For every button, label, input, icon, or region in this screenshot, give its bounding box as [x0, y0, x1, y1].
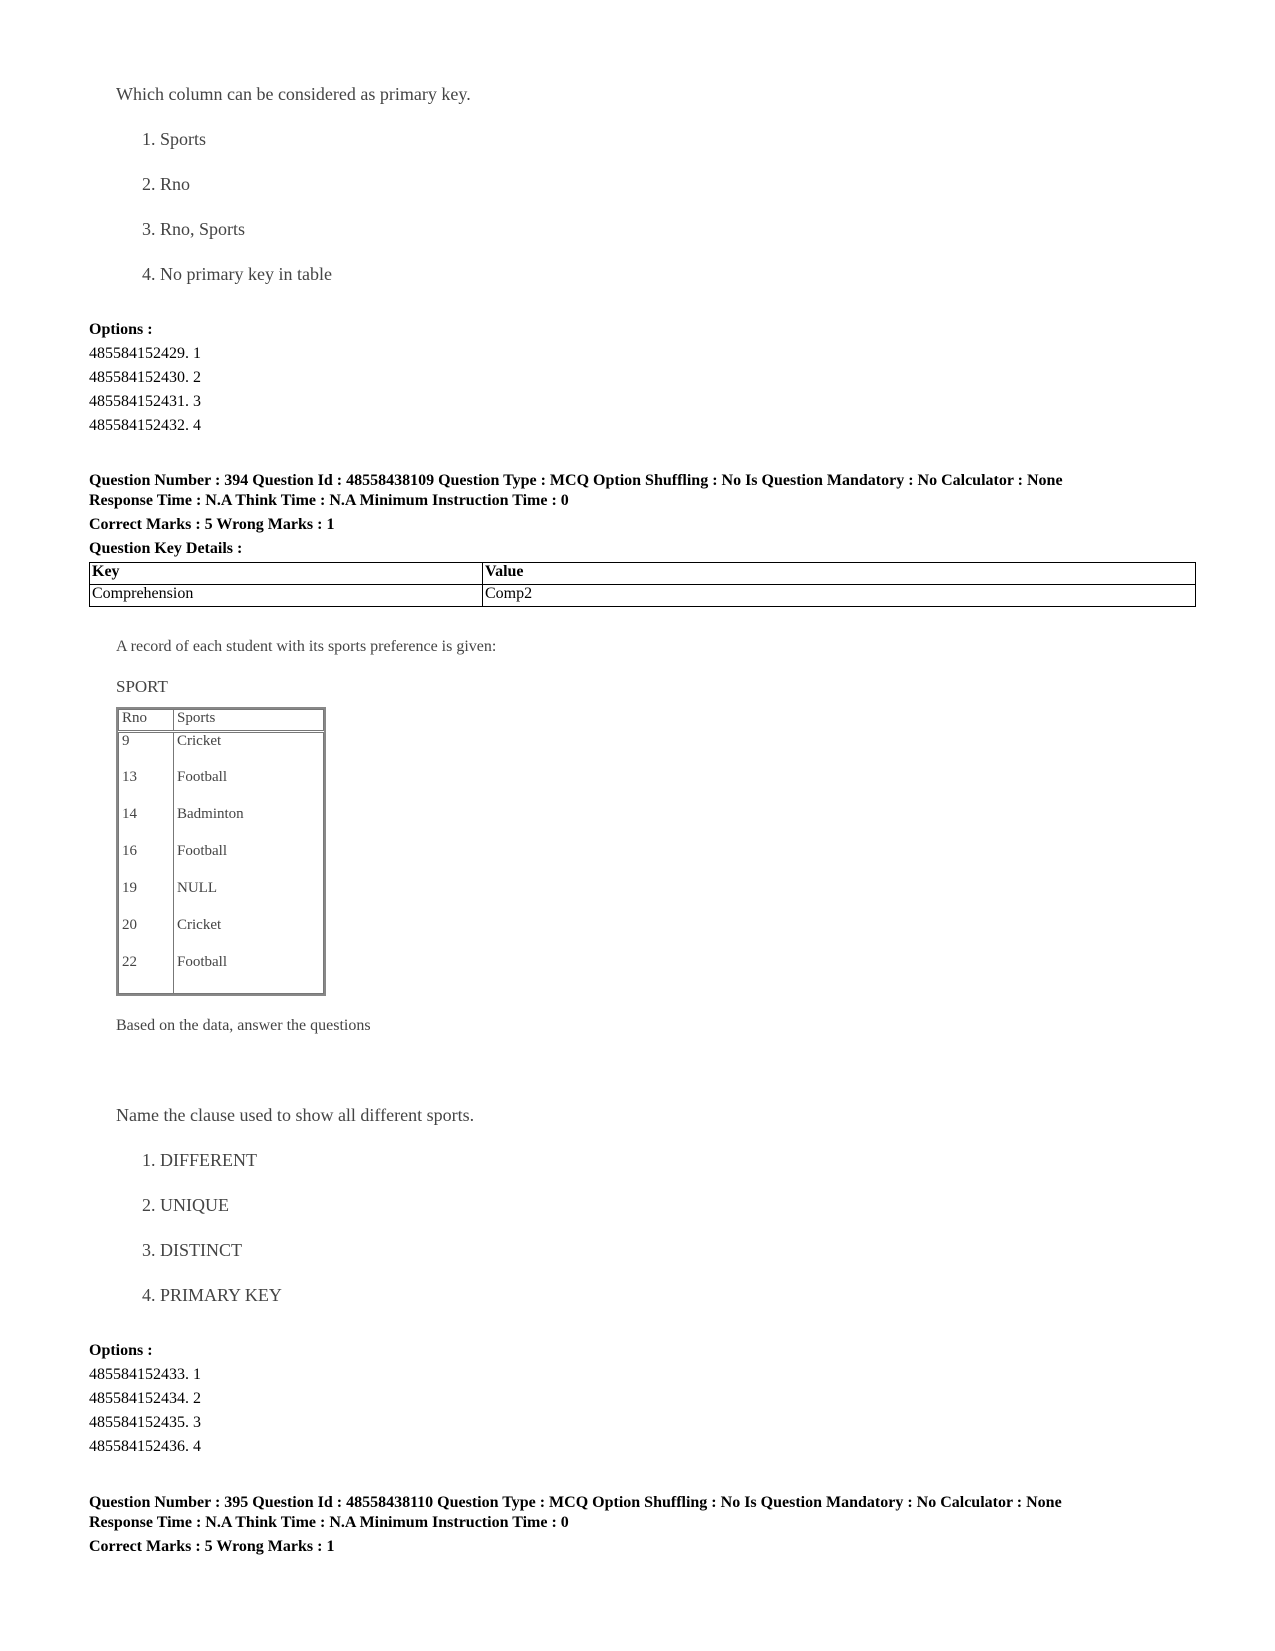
question-marks: Correct Marks : 5 Wrong Marks : 1 — [89, 1538, 335, 1555]
table-title: SPORT — [116, 677, 168, 696]
option-item: 485584152435. 3 — [89, 1414, 201, 1431]
choice-3: 3. Rno, Sports — [142, 219, 246, 239]
table-cell: 19 — [119, 880, 174, 917]
option-item: 485584152432. 4 — [89, 417, 201, 434]
choice-1: 1. DIFFERENT — [142, 1150, 258, 1170]
key-details-table — [89, 562, 1196, 607]
comprehension-footer: Based on the data, answer the questions — [116, 1017, 371, 1034]
table-cell: Cricket — [174, 732, 324, 769]
option-item: 485584152429. 1 — [89, 345, 201, 362]
header-cell: Key — [90, 563, 483, 585]
table-cell: 14 — [119, 806, 174, 843]
table-row — [90, 585, 1196, 607]
table-row — [119, 917, 324, 954]
table-cell: 16 — [119, 843, 174, 880]
table-cell: Comprehension — [90, 585, 483, 607]
table-row — [119, 732, 324, 769]
table-cell: NULL — [174, 880, 324, 917]
question-meta: Question Number : 395 Question Id : 48558438110 Question Type : MCQ Option Shuffling : No Is Question Mandatory : No Calculator : None — [89, 1494, 1062, 1511]
table-row — [119, 843, 324, 880]
choice-4: 4. No primary key in table — [142, 264, 332, 284]
table-cell: Football — [174, 769, 324, 806]
options-label: Options : — [89, 321, 153, 338]
option-item: 485584152436. 4 — [89, 1438, 201, 1455]
table-header-row — [119, 710, 324, 732]
comprehension-intro: A record of each student with its sports preference is given: — [116, 638, 497, 655]
table-cell: 13 — [119, 769, 174, 806]
option-item: 485584152430. 2 — [89, 369, 201, 386]
sport-table — [118, 709, 324, 994]
key-details-label: Question Key Details : — [89, 540, 243, 557]
choice-3: 3. DISTINCT — [142, 1240, 242, 1260]
table-cell: Football — [174, 954, 324, 994]
question-prompt: Name the clause used to show all different sports. — [116, 1105, 475, 1125]
choice-2: 2. Rno — [142, 174, 191, 194]
table-row — [119, 880, 324, 917]
choice-1: 1. Sports — [142, 129, 207, 149]
question-marks: Correct Marks : 5 Wrong Marks : 1 — [89, 516, 335, 533]
question-prompt: Which column can be considered as primary key. — [116, 84, 471, 104]
header-cell: Rno — [119, 710, 174, 732]
table-cell: 22 — [119, 954, 174, 994]
question-timing: Response Time : N.A Think Time : N.A Minimum Instruction Time : 0 — [89, 1514, 569, 1531]
option-item: 485584152431. 3 — [89, 393, 201, 410]
table-cell: 9 — [119, 732, 174, 769]
header-cell: Sports — [174, 710, 324, 732]
choice-4: 4. PRIMARY KEY — [142, 1285, 282, 1305]
option-item: 485584152433. 1 — [89, 1366, 201, 1383]
table-row — [119, 769, 324, 806]
question-meta: Question Number : 394 Question Id : 48558438109 Question Type : MCQ Option Shuffling : No Is Question Mandatory : No Calculator : None — [89, 472, 1063, 489]
table-row — [119, 954, 324, 994]
sport-table-frame — [116, 707, 326, 996]
question-timing: Response Time : N.A Think Time : N.A Minimum Instruction Time : 0 — [89, 492, 569, 509]
option-item: 485584152434. 2 — [89, 1390, 201, 1407]
table-cell: Badminton — [174, 806, 324, 843]
header-cell: Value — [483, 563, 1196, 585]
table-cell: 20 — [119, 917, 174, 954]
options-label: Options : — [89, 1342, 153, 1359]
table-cell: Cricket — [174, 917, 324, 954]
table-cell: Comp2 — [483, 585, 1196, 607]
table-header-row — [90, 563, 1196, 585]
table-cell: Football — [174, 843, 324, 880]
choice-2: 2. UNIQUE — [142, 1195, 229, 1215]
table-row — [119, 806, 324, 843]
